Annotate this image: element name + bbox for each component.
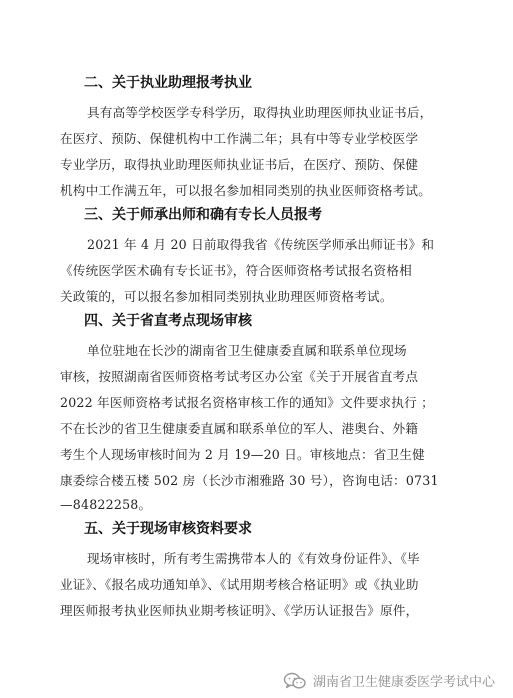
- watermark-text: 湖南省卫生健康委医学考试中心: [312, 675, 495, 690]
- section-heading: 五、关于现场审核资料要求: [84, 521, 252, 537]
- paragraph-line: 不在长沙的省卫生健康委直属和联系单位的军人、港奥台、外籍: [60, 421, 419, 436]
- watermark: [283, 671, 495, 690]
- wechat-icon: [283, 672, 307, 690]
- paragraph-line: 现场审核时，所有考生需携带本人的《有效身份证件》、《毕: [87, 551, 420, 566]
- paragraph-line: 2021 年 4 月 20 日前取得我省《传统医学师承出师证书》和: [87, 237, 435, 252]
- section-heading: 四、关于省直考点现场审核: [84, 313, 252, 329]
- paragraph-line: 康委综合楼五楼 502 房（长沙市湘雅路 30 号），咨询电话：0731: [60, 473, 439, 488]
- paragraph-line: 在医疗、预防、保健机构中工作满二年；具有中等专业学校医学: [60, 131, 419, 146]
- paragraph-line: 考生个人现场审核时间为 2 月 19—20 日。审核地点：省卫生健: [60, 447, 425, 462]
- paragraph-line: 具有高等学校医学专科学历，取得执业助理医师执业证书后，: [87, 105, 433, 120]
- paragraph-line: 理医师报考执业医师执业期考核证明》、《学历认证报告》原件，: [60, 603, 419, 618]
- paragraph-line: 业证》、《报名成功通知单》、《试用期考核合格证明》或《执业助: [60, 577, 419, 592]
- paragraph-line: 2022 年医师资格考试报名资格审核工作的通知》文件要求执行 ；: [60, 395, 434, 410]
- paragraph-line: 《传统医学医术确有专长证书》，符合医师资格考试报名资格相: [60, 263, 412, 278]
- paragraph-line: 专业学历，取得执业助理医师执业证书后，在医疗、预防、保健: [60, 157, 419, 172]
- paragraph-line: 机构中工作满五年，可以报名参加相同类别的执业医师资格考试。: [60, 183, 432, 198]
- section-heading: 二、关于执业助理报考执业: [84, 75, 252, 91]
- section-heading: 三、关于师承出师和确有专长人员报考: [84, 207, 322, 223]
- paragraph-line: 审核，按照湖南省医师资格考试考区办公室《关于开展省直考点: [60, 369, 419, 384]
- paragraph-line: —84822258。: [60, 497, 152, 512]
- paragraph-line: 关政策的，可以报名参加相同类别执业助理医师资格考试。: [60, 289, 393, 304]
- paragraph-line: 单位驻地在长沙的湖南省卫生健康委直属和联系单位现场: [87, 343, 407, 358]
